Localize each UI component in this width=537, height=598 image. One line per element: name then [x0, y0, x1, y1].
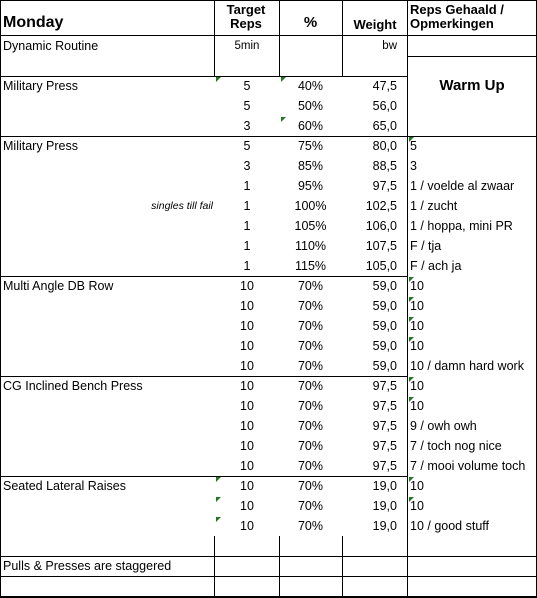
note-cell	[60, 176, 213, 196]
percent-cell: 40%	[297, 79, 324, 93]
reps-cell: 10	[240, 299, 254, 313]
reps-cell: 10	[240, 479, 254, 493]
percent-cell: 70%	[297, 319, 324, 333]
reps-cell: 1	[243, 179, 251, 193]
weight-cell: 59,0	[372, 339, 397, 353]
reps-cell: 10	[240, 319, 254, 333]
percent-cell: 70%	[297, 379, 324, 393]
percent-cell: 70%	[297, 399, 324, 413]
note-cell	[60, 356, 213, 376]
comments-header-line2: Opmerkingen	[410, 16, 494, 31]
grid-line-top	[0, 0, 537, 1]
comment-cell: 10	[410, 339, 424, 353]
reps-cell: 5	[243, 139, 251, 153]
reps-cell: 5min	[234, 40, 260, 52]
note-cell	[60, 416, 213, 436]
percent-cell	[279, 536, 342, 556]
reps-cell: 10	[240, 279, 254, 293]
percent-cell: 60%	[297, 119, 324, 133]
note-cell	[60, 296, 213, 316]
comment-cell	[410, 36, 536, 56]
note-cell	[60, 116, 213, 136]
note-cell	[60, 76, 213, 96]
percent-cell: 70%	[297, 519, 324, 533]
reps-cell: 1	[243, 199, 251, 213]
comment-cell: 10 / damn hard work	[410, 359, 524, 373]
reps-cell: 10	[240, 499, 254, 513]
target-reps-header	[214, 3, 278, 31]
note-cell	[60, 516, 213, 536]
weight-cell: 47,5	[372, 79, 397, 93]
comment-cell	[410, 536, 536, 556]
reps-cell: 10	[240, 399, 254, 413]
percent-cell: 100%	[294, 199, 327, 213]
reps-cell	[216, 576, 278, 596]
weight-cell: 97,5	[372, 419, 397, 433]
footer-row-separator	[0, 596, 537, 597]
comment-cell	[410, 56, 536, 76]
percent-header: %	[303, 14, 318, 31]
weight-cell: 59,0	[372, 299, 397, 313]
percent-cell: 70%	[297, 499, 324, 513]
percent-cell: 70%	[297, 279, 324, 293]
reps-cell: 5	[243, 79, 251, 93]
warmup-label: Warm Up	[439, 77, 505, 94]
reps-cell: 10	[240, 439, 254, 453]
note-cell	[60, 56, 213, 76]
weight-cell: 59,0	[372, 359, 397, 373]
grid-line-target-upper	[214, 0, 215, 76]
percent-cell: 70%	[297, 479, 324, 493]
note-cell	[60, 256, 213, 276]
percent-cell: 95%	[297, 179, 324, 193]
weight-cell: 19,0	[372, 519, 397, 533]
note-cell	[60, 136, 213, 156]
comment-cell: 10	[410, 299, 424, 313]
percent-cell: 70%	[297, 419, 324, 433]
reps-cell: 10	[240, 359, 254, 373]
comment-cell: 10	[410, 499, 424, 513]
weight-cell: 88,5	[372, 159, 397, 173]
reps-cell: 10	[240, 419, 254, 433]
weight-cell	[343, 536, 397, 556]
percent-cell: 70%	[297, 459, 324, 473]
percent-cell: 75%	[297, 139, 324, 153]
weight-cell: 97,5	[372, 459, 397, 473]
comment-cell	[410, 96, 536, 116]
note-cell	[60, 316, 213, 336]
reps-cell: 10	[240, 459, 254, 473]
reps-cell: 10	[240, 339, 254, 353]
weight-cell: 97,5	[372, 399, 397, 413]
weight-cell	[343, 576, 397, 596]
weight-cell: 97,5	[372, 179, 397, 193]
percent-cell: 70%	[297, 359, 324, 373]
note-cell	[60, 376, 213, 396]
reps-cell	[216, 56, 278, 76]
exercise-cell: Seated Lateral Raises	[3, 479, 126, 493]
comments-header-line1: Reps Gehaald /	[410, 2, 504, 17]
comment-cell: 5	[410, 139, 417, 153]
weight-cell: 80,0	[372, 139, 397, 153]
exercise-cell: Dynamic Routine	[3, 39, 99, 53]
note-cell	[60, 236, 213, 256]
comment-cell: F / ach ja	[410, 259, 462, 273]
weight-cell: 106,0	[365, 219, 397, 233]
note-cell	[60, 556, 213, 576]
percent-cell	[279, 36, 342, 56]
percent-cell: 85%	[297, 159, 324, 173]
grid-line-target-lower	[214, 536, 215, 598]
comment-cell: 1 / zucht	[410, 199, 458, 213]
percent-cell: 50%	[297, 99, 324, 113]
note-cell	[60, 336, 213, 356]
reps-cell	[216, 536, 278, 556]
note-cell	[60, 436, 213, 456]
reps-cell: 1	[243, 239, 251, 253]
reps-cell: 10	[240, 519, 254, 533]
comment-cell: 10	[410, 319, 424, 333]
weight-header: Weight	[353, 17, 397, 32]
reps-cell	[216, 556, 278, 576]
percent-cell	[279, 56, 342, 76]
weight-cell: 59,0	[372, 279, 397, 293]
weight-cell	[343, 556, 397, 576]
note-cell	[60, 96, 213, 116]
reps-cell: 3	[243, 119, 251, 133]
reps-cell: 3	[243, 159, 251, 173]
grid-line-comments	[407, 0, 408, 598]
note-cell	[60, 396, 213, 416]
reps-cell: 1	[243, 219, 251, 233]
comment-cell: 3	[410, 159, 417, 173]
comment-cell: 10	[410, 279, 424, 293]
weight-cell: bw	[382, 40, 397, 52]
comment-cell: F / tja	[410, 239, 442, 253]
percent-cell: 70%	[297, 299, 324, 313]
comment-cell	[410, 116, 536, 136]
weight-cell: 97,5	[372, 379, 397, 393]
exercise-cell: Military Press	[3, 79, 79, 93]
target-reps-header-line1: Target	[226, 2, 266, 17]
note-cell	[60, 216, 213, 236]
exercise-cell: Pulls & Presses are staggered	[3, 559, 172, 573]
comment-cell: 10	[410, 399, 424, 413]
day-title: Monday	[3, 14, 64, 31]
comment-cell: 10	[410, 379, 424, 393]
percent-cell	[279, 576, 342, 596]
percent-cell: 110%	[294, 239, 327, 253]
note-cell	[60, 456, 213, 476]
weight-cell: 107,5	[365, 239, 397, 253]
comment-cell: 9 / owh owh	[410, 419, 477, 433]
weight-cell: 97,5	[372, 439, 397, 453]
comments-header	[410, 3, 536, 31]
percent-cell	[279, 556, 342, 576]
percent-cell: 105%	[294, 219, 327, 233]
note-cell	[60, 536, 213, 556]
comment-cell: 7 / mooi volume toch	[410, 459, 526, 473]
note-cell	[60, 36, 213, 56]
exercise-cell: Multi Angle DB Row	[3, 279, 114, 293]
exercise-cell: CG Inclined Bench Press	[3, 379, 143, 393]
comment-cell: 10 / good stuff	[410, 519, 489, 533]
note-cell	[60, 276, 213, 296]
comment-cell: 7 / toch nog nice	[410, 439, 502, 453]
reps-cell: 1	[243, 259, 251, 273]
note-cell	[60, 576, 213, 596]
weight-cell: 19,0	[372, 479, 397, 493]
weight-cell: 19,0	[372, 499, 397, 513]
percent-cell: 70%	[297, 439, 324, 453]
exercise-cell: Military Press	[3, 139, 79, 153]
weight-cell: 59,0	[372, 319, 397, 333]
comment-cell	[410, 76, 536, 96]
weight-cell	[343, 56, 397, 76]
weight-cell: 56,0	[372, 99, 397, 113]
weight-cell: 102,5	[365, 199, 397, 213]
comment-cell: 1 / hoppa, mini PR	[410, 219, 513, 233]
reps-cell: 5	[243, 99, 251, 113]
comment-cell: 10	[410, 479, 424, 493]
weight-cell: 105,0	[365, 259, 397, 273]
note-cell	[60, 496, 213, 516]
percent-cell: 115%	[294, 259, 327, 273]
note-cell: singles till fail	[151, 200, 213, 212]
note-cell	[60, 476, 213, 496]
grid-line-left	[0, 0, 1, 598]
reps-cell: 10	[240, 379, 254, 393]
weight-cell: 65,0	[372, 119, 397, 133]
percent-cell: 70%	[297, 339, 324, 353]
comment-cell	[410, 576, 536, 596]
comment-cell	[410, 556, 536, 576]
note-cell	[60, 156, 213, 176]
comment-cell: 1 / voelde al zwaar	[410, 179, 515, 193]
target-reps-header-line2: Reps	[230, 16, 262, 31]
